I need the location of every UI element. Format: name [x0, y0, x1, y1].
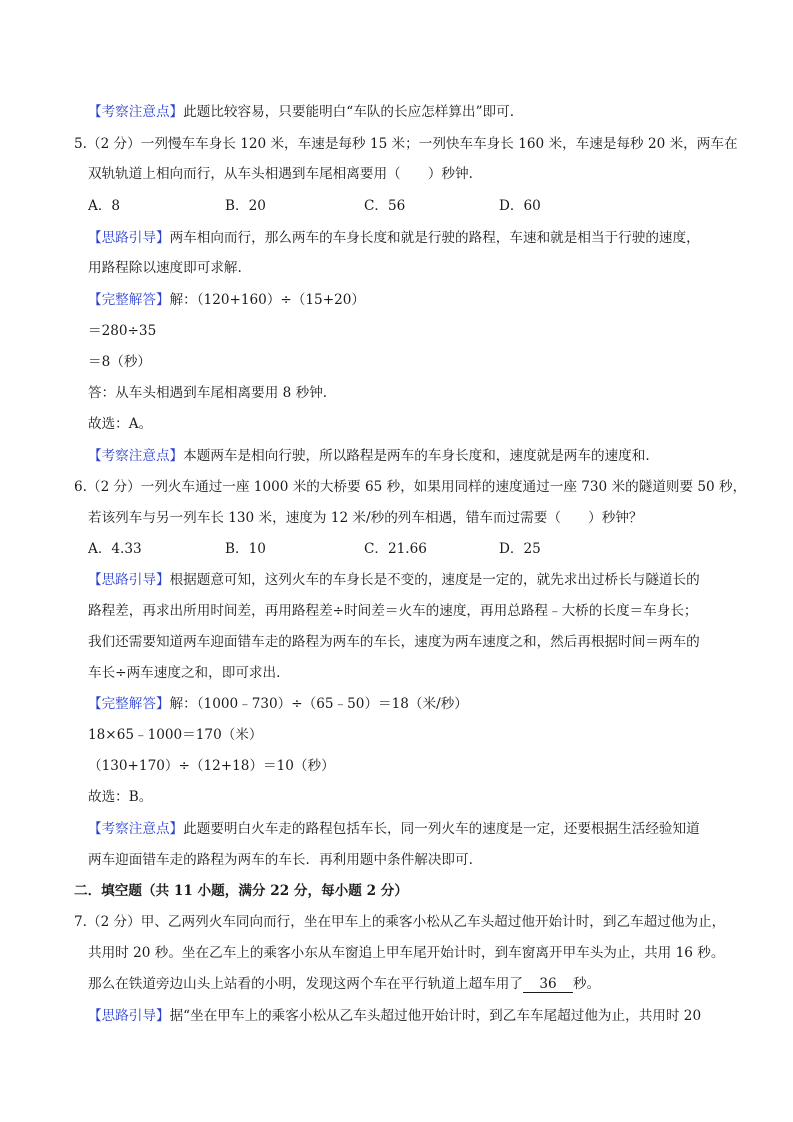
- q5-stem-line2: 双轨轨道上相向而行，从车头相遇到车尾相离要用（ ）秒钟.: [88, 166, 473, 182]
- q7-answer-blank: 36: [523, 976, 573, 993]
- note-tag: 【考察注意点】: [88, 104, 184, 120]
- q7-guide-text1: 据“坐在甲车上的乘客小松从乙车头超过他开始计时，到乙车车尾超过他为止，共用时 20: [169, 1008, 702, 1024]
- q5-guide-line1: [88, 228, 700, 248]
- q5-answer-text1: 解：（120+160）÷（15+20）: [169, 292, 365, 308]
- q7-stem-line3-tail: 秒。: [573, 976, 601, 992]
- answer-tag: 【完整解答】: [88, 696, 170, 712]
- q7-stem-line2: 共用时 20 秒。坐在乙车上的乘客小东从车窗追上甲车尾开始计时，到车窗离开甲车头为止，共用 16 秒。: [88, 945, 725, 961]
- q6-guide-line2: 路程差，再求出所用时间差，再用路程差÷时间差＝火车的速度，再用总路程﹣大桥的长度＝车身长；: [88, 603, 698, 619]
- guide-tag: 【思路引导】: [88, 230, 170, 246]
- note-tag: 【考察注意点】: [88, 821, 184, 837]
- q7-stem-line1: 7.（2 分）甲、乙两列火车同向而行，坐在甲车上的乘客小松从乙车头超过他开始计时，到乙车超过他为止，: [74, 914, 726, 930]
- q5-answer-line2: ＝280÷35: [88, 323, 157, 339]
- q6-guide-line3: 我们还需要知道两车迎面错车走的路程为两车的车长，速度为两车速度之和，然后再根据时间＝两车的: [88, 634, 700, 650]
- q6-option-b: B．10: [225, 541, 266, 557]
- section-heading: 二．填空题（共 11 小题，满分 22 分，每小题 2 分）: [74, 883, 408, 899]
- q6-answer-line1: [88, 694, 468, 714]
- q6-answer-text1: 解：（1000﹣730）÷（65﹣50）＝18（米/秒）: [169, 696, 468, 712]
- q6-stem-line1: 6.（2 分）一列火车通过一座 1000 米的大桥要 65 秒，如果用同样的速度通过一座 730 米的隧道则要 50 秒，: [74, 479, 747, 495]
- q5-option-b: B．20: [225, 198, 266, 214]
- top-note: [88, 102, 514, 122]
- q5-answer-line3: ＝8（秒）: [88, 354, 152, 370]
- q5-answer-line1: [88, 290, 365, 310]
- note-tag: 【考察注意点】: [88, 448, 184, 464]
- q5-note-text: 本题两车是相向行驶，所以路程是两车的车身长度和，速度就是两车的速度和.: [183, 448, 650, 464]
- q6-guide-line1: [88, 570, 700, 590]
- q7-guide-line1: [88, 1006, 701, 1026]
- q5-note: [88, 446, 650, 466]
- q6-note-text1: 此题要明白火车走的路程包括车长，同一列火车的速度是一定，还要根据生活经验知道: [183, 821, 700, 837]
- q5-option-c: C．56: [364, 198, 406, 214]
- q5-option-d: D．60: [499, 198, 541, 214]
- q7-stem-line3: [88, 974, 600, 994]
- q6-note-line2: 两车迎面错车走的路程为两车的车长．再利用题中条件解决即可.: [88, 852, 473, 868]
- guide-tag: 【思路引导】: [88, 572, 170, 588]
- q6-answer-line3: （130+170）÷（12+18）＝10（秒）: [88, 758, 335, 774]
- q5-guide-line2: 用路程除以速度即可求解.: [88, 260, 242, 276]
- q5-guide-text1: 两车相向而行，那么两车的车身长度和就是行驶的路程，车速和就是相当于行驶的速度，: [169, 230, 700, 246]
- q6-option-a: A．4.33: [88, 541, 142, 557]
- q6-stem-line2: 若该列车与另一列车长 130 米，速度为 12 米/秒的列车相遇，错车而过需要（ ）秒钟？: [88, 510, 643, 526]
- q6-answer-line2: 18×65﹣1000＝170（米）: [88, 727, 263, 743]
- q5-choice: 故选：A。: [88, 416, 153, 432]
- q5-stem-line1: 5.（2 分）一列慢车车身长 120 米，车速是每秒 15 米；一列快车车身长 160 米，车速是每秒 20 米，两车在: [74, 136, 738, 152]
- q6-option-d: D．25: [499, 541, 541, 557]
- q6-guide-text1: 根据题意可知，这列火车的车身长是不变的，速度是一定的，就先求出过桥长与隧道长的: [169, 572, 700, 588]
- q6-guide-line4: 车长÷两车速度之和，即可求出.: [88, 665, 281, 681]
- q5-answer-line4: 答：从车头相遇到车尾相离要用 8 秒钟.: [88, 385, 328, 401]
- top-note-text: 此题比较容易，只要能明白“车队的长应怎样算出”即可.: [183, 104, 515, 120]
- answer-tag: 【完整解答】: [88, 292, 170, 308]
- q6-choice: 故选：B。: [88, 789, 153, 805]
- q6-note-line1: [88, 819, 700, 839]
- q5-option-a: A．8: [88, 198, 121, 214]
- q7-stem-line3-text: 那么在铁道旁边山头上站看的小明，发现这两个车在平行轨道上超车用了: [88, 976, 523, 992]
- q6-option-c: C．21.66: [364, 541, 427, 557]
- guide-tag: 【思路引导】: [88, 1008, 170, 1024]
